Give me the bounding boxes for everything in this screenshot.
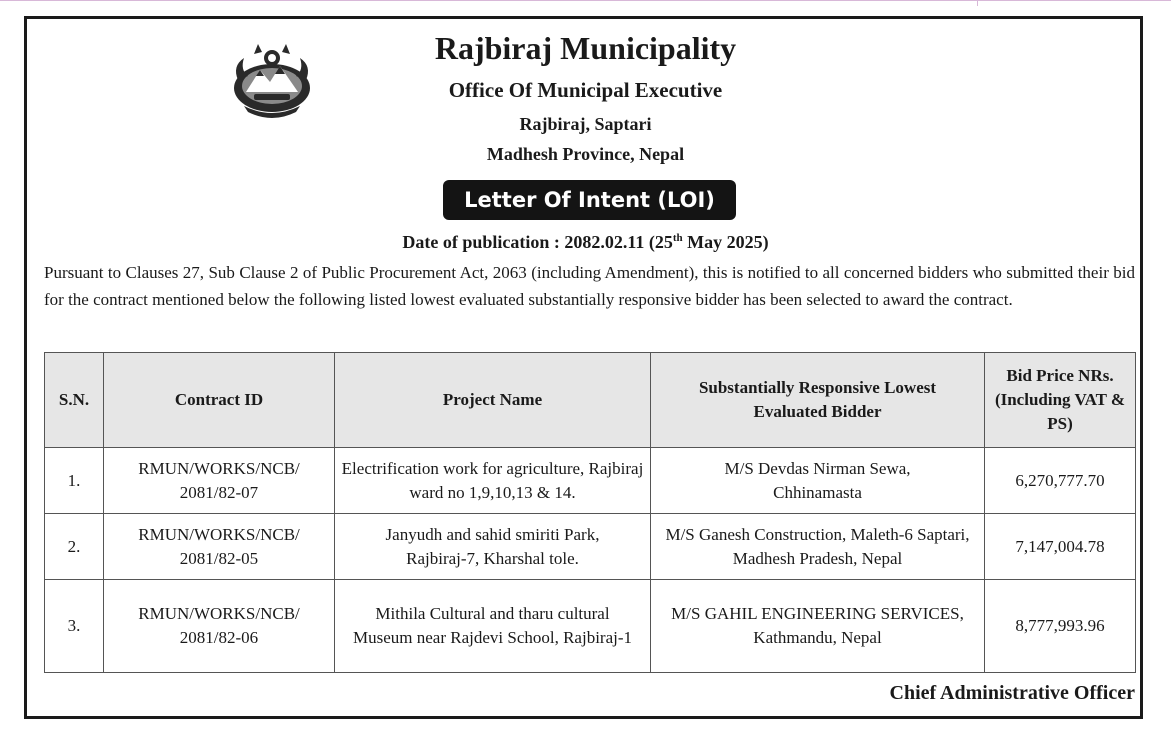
- signoff-title: Chief Administrative Officer: [889, 682, 1135, 704]
- cell-bidder: M/S GAHIL ENGINEERING SERVICES, Kathmandu, Nepal: [651, 580, 985, 673]
- cell-price: 7,147,004.78: [985, 514, 1136, 580]
- cell-project: Mithila Cultural and tharu cultural Museum near Rajdevi School, Rajbiraj-1: [335, 580, 651, 673]
- publication-date-prefix: Date of publication : 2082.02.11 (25: [402, 232, 673, 252]
- bid-results-table: [44, 352, 1136, 673]
- table-row: [45, 514, 1136, 580]
- cell-bidder: M/S Devdas Nirman Sewa, Chhinamasta: [651, 448, 985, 514]
- cell-contract-id: RMUN/WORKS/NCB/ 2081/82-07: [104, 448, 335, 514]
- office-name: Office Of Municipal Executive: [448, 78, 723, 102]
- cell-sn: 2.: [45, 514, 104, 580]
- cell-price: 6,270,777.70: [985, 448, 1136, 514]
- cell-project: Janyudh and sahid smiriti Park, Rajbiraj-7, Kharshal tole.: [335, 514, 651, 580]
- cell-bidder: M/S Ganesh Construction, Maleth-6 Saptari, Madhesh Pradesh, Nepal: [651, 514, 985, 580]
- publication-date-sup: th: [672, 232, 683, 244]
- office-province: Madhesh Province, Nepal: [486, 144, 685, 164]
- col-header-project: Project Name: [335, 353, 651, 448]
- page-top-border: [0, 0, 1171, 7]
- col-header-sn: S.N.: [45, 353, 104, 448]
- col-header-price: Bid Price NRs. (Including VAT & PS): [985, 353, 1136, 448]
- col-header-contract-id: Contract ID: [104, 353, 335, 448]
- publication-date-suffix: May 2025): [682, 232, 769, 252]
- cell-price: 8,777,993.96: [985, 580, 1136, 673]
- table-row: [45, 580, 1136, 673]
- notice-body: Pursuant to Clauses 27, Sub Clause 2 of Public Procurement Act, 2063 (including Amendment), this is notified to all concerned bidders who submitted their bid for the contract mentioned below the following listed lowest evaluated substantially responsive bidder has been selected to award the contract.: [44, 263, 1135, 309]
- table-row: [45, 448, 1136, 514]
- cell-sn: 1.: [45, 448, 104, 514]
- notice-title-badge: Letter Of Intent (LOI): [443, 180, 736, 220]
- office-address: Rajbiraj, Saptari: [519, 114, 652, 134]
- publication-date: [0, 232, 1171, 253]
- cell-contract-id: RMUN/WORKS/NCB/ 2081/82-05: [104, 514, 335, 580]
- cell-project: Electrification work for agriculture, Rajbiraj ward no 1,9,10,13 & 14.: [335, 448, 651, 514]
- col-header-bidder: Substantially Responsive Lowest Evaluated Bidder: [651, 353, 985, 448]
- org-name: Rajbiraj Municipality: [434, 30, 737, 66]
- cell-contract-id: RMUN/WORKS/NCB/ 2081/82-06: [104, 580, 335, 673]
- cell-sn: 3.: [45, 580, 104, 673]
- table-header-row: [45, 353, 1136, 448]
